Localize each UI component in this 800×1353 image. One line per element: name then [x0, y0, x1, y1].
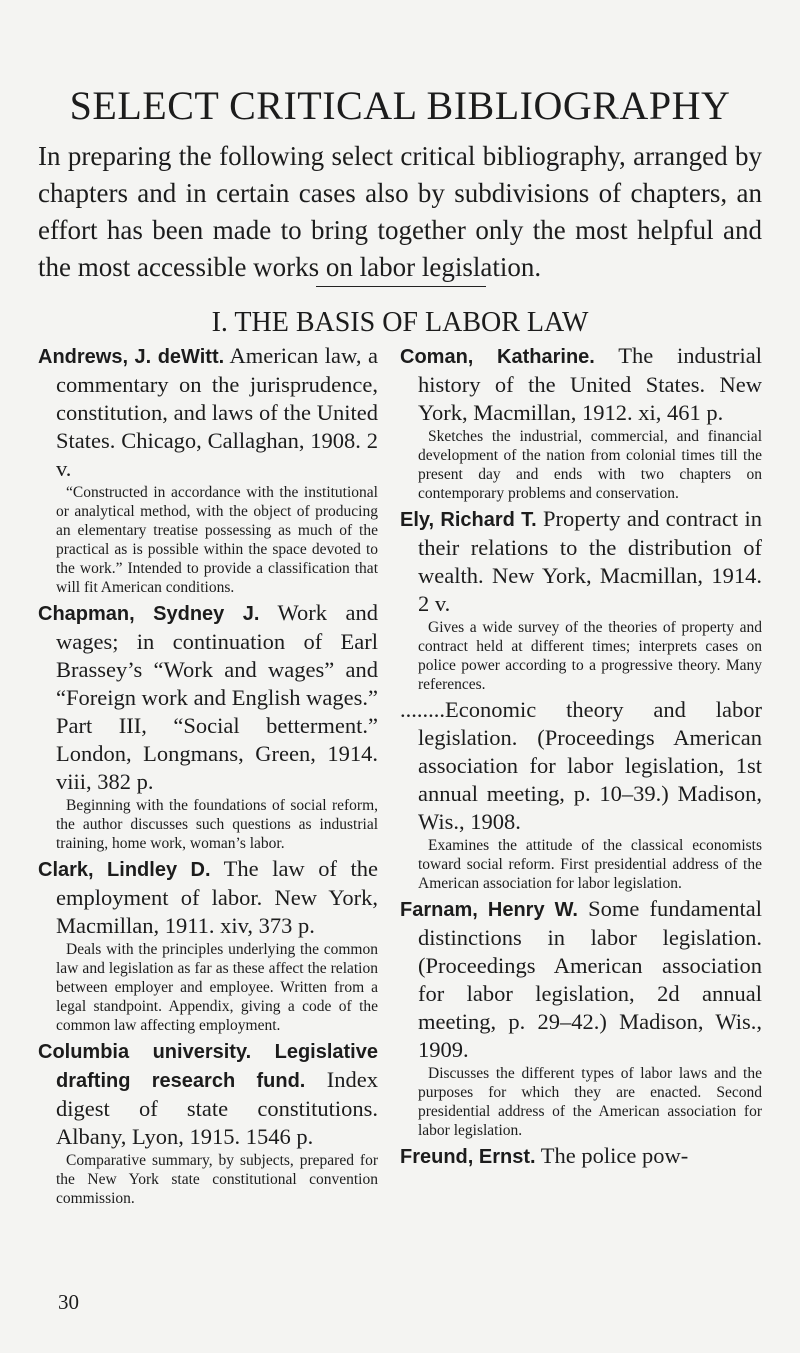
- page-title: SELECT CRITICAL BIBLIOGRAPHY: [69, 83, 731, 128]
- entry-note: “Constructed in accordance with the institutional or analytical method, with the object of producing an elementary treatise possessing as much of the practical as is possible within the space devoted to the work.” Intended to provide a classification that will fit American conditions.: [56, 484, 378, 596]
- entry-author: Clark, Lindley D.: [38, 859, 211, 881]
- entry-author: Ely, Richard T.: [400, 509, 537, 531]
- bibliography-entry: [38, 855, 378, 1035]
- entry-note: Gives a wide survey of the theories of property and contract held at different times; interprets cases on police power according to a progressive theory. Many references.: [418, 619, 762, 693]
- entry-citation: Some fundamental distinctions in labor legislation. (Proceedings American association for labor legislation, 2d annual meeting, p. 29–42.) Madison, Wis., 1909.: [418, 896, 762, 1062]
- entry-author: Freund, Ernst.: [400, 1146, 536, 1168]
- entry-note: Comparative summary, by subjects, prepared for the New York state constitutional convention commission.: [56, 1152, 378, 1207]
- bibliography-entry: [38, 342, 378, 597]
- entry-citation: Work and wages; in continuation of Earl Brassey’s “Work and wages” and “Foreign work and English wages.” Part III, “Social betterment.” London, Longmans, Green, 1914. viii, 382 p.: [56, 600, 378, 794]
- entry-citation: Property and contract in their relations to the distribution of wealth. New York, Macmillan, 1914. 2 v.: [418, 506, 762, 616]
- bibliography-entry: [400, 696, 762, 893]
- bibliography-entry: [38, 599, 378, 853]
- entry-note: Sketches the industrial, commercial, and financial development of the nation from colonial times till the present day and ends with two chapters on contemporary problems and conservation.: [418, 428, 762, 502]
- bibliography-entry: [400, 1142, 762, 1171]
- entry-citation: The police pow-: [535, 1143, 689, 1168]
- entry-author: Chapman, Sydney J.: [38, 603, 260, 625]
- bibliography-entry: [400, 505, 762, 694]
- entry-note: Discusses the different types of labor laws and the purposes for which they are enacted. Second presidential address of the American association for labor legislation.: [418, 1065, 762, 1139]
- left-column: [38, 342, 378, 1210]
- section-heading: I. THE BASIS OF LABOR LAW: [211, 307, 589, 338]
- entry-citation: ........Economic theory and labor legislation. (Proceedings American association for labor legislation, 1st annual meeting, p. 10–39.) Madison, Wis., 1908.: [400, 697, 762, 834]
- entry-note: Deals with the principles underlying the common law and legislation as far as these affect the relation between employer and employee. Written from a legal standpoint. Appendix, giving a code of the common law affecting employment.: [56, 941, 378, 1034]
- bibliography-entry: [400, 895, 762, 1140]
- entry-citation: The law of the employment of labor. New York, Macmillan, 1911. xiv, 373 p.: [56, 856, 378, 938]
- bibliography-entry: [38, 1037, 378, 1208]
- entry-citation: The industrial history of the United States. New York, Macmillan, 1912. xi, 461 p.: [418, 343, 762, 425]
- entry-author: Andrews, J. deWitt.: [38, 346, 225, 368]
- intro-paragraph: In preparing the following select critical bibliography, arranged by chapters and in certain cases also by subdivisions of chapters, an effort has been made to bring together only the most helpful and the most accessible works on labor legislation.: [38, 141, 762, 282]
- entry-author: Columbia university. Legislative drafting research fund.: [38, 1041, 378, 1092]
- entry-citation: Index digest of state constitutions. Albany, Lyon, 1915. 1546 p.: [56, 1067, 379, 1149]
- entry-author: Farnam, Henry W.: [400, 899, 578, 921]
- entry-note: Beginning with the foundations of social reform, the author discusses such questions as industrial training, home work, woman’s labor.: [56, 797, 378, 852]
- right-column: [400, 342, 762, 1171]
- entry-note: Examines the attitude of the classical economists toward social reform. First presidential address of the American association for labor legislation.: [418, 837, 762, 892]
- bibliography-entry: [400, 342, 762, 503]
- divider-rule: [316, 286, 486, 287]
- entry-citation: American law, a commentary on the jurisprudence, constitution, and laws of the United States. Chicago, Callaghan, 1908. 2 v.: [56, 343, 378, 481]
- page-number: 30: [58, 1290, 79, 1314]
- entry-author: Coman, Katharine.: [400, 346, 595, 368]
